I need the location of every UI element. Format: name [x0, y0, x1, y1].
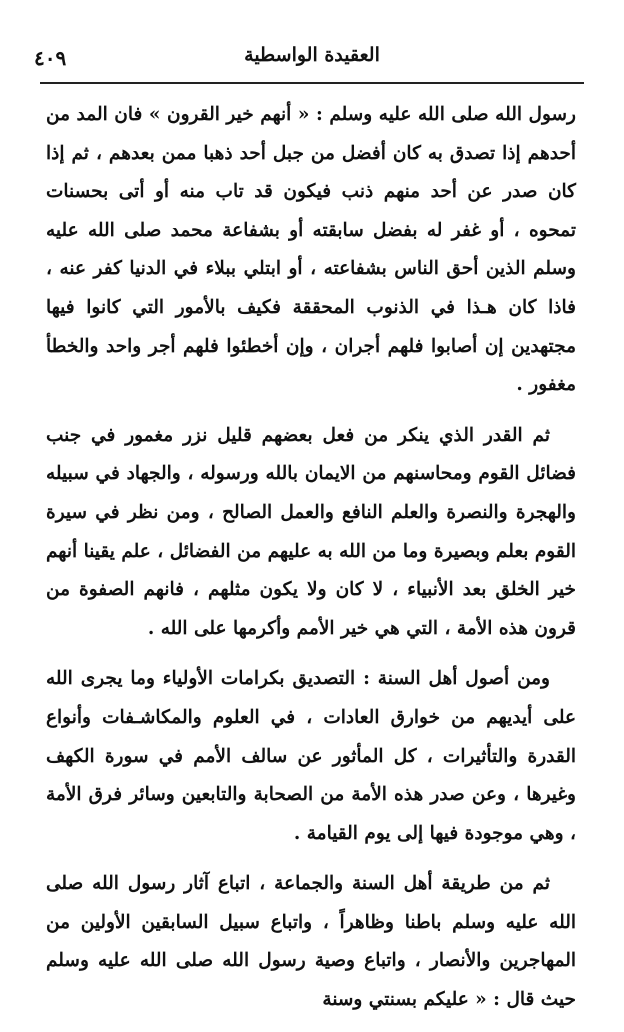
paragraph-3: ومن أصول أهل السنة : التصديق بكرامات الأولياء وما يجرى الله على أيديهم من خوارق العادات ، في العلوم والمكاشـفات وأنواع القدرة والتأثيرات ، كل المأثور عن سالف الأمم في سورة الكهف وغيرها ، وعن صدر هذه الأمة من الصحابة والتابعين وسائر فرق الأمة ، وهي موجودة فيها إلى يوم القيامة . — [46, 668, 576, 844]
page-header — [34, 36, 590, 84]
page-body — [46, 96, 576, 1032]
header-divider — [40, 82, 584, 84]
paragraph-4: ثم من طريقة أهل السنة والجماعة ، اتباع آثار رسول الله صلى الله عليه وسلم باطنا وظاهراً ، واتباع سبيل السابقين الأولين من المهاجرين والأنصار ، واتباع وصية رسول الله صلى الله عليه وسلم حيث قال : « عليكم بسنتي وسنة — [46, 873, 576, 1011]
paragraph-2: ثم القدر الذي ينكر من فعل بعضهم قليل نزر مغمور في جنب فضائل القوم ومحاسنهم من الايمان بالله ورسوله ، والجهاد في سبيله والهجرة والنصرة والعلم النافع والعمل الصالح ، ومن نظر في سيرة القوم بعلم وبصيرة وما من الله به عليهم من الفضائل ، علم يقينا أنهم خير الخلق بعد الأنبياء ، لا كان ولا يكون مثلهم ، فانهم الصفوة من قرون هذه الأمة ، التي هي خير الأمم وأكرمها على الله . — [46, 424, 576, 639]
page-number: ٤٠٩ — [34, 46, 67, 70]
running-title: العقيدة الواسطية — [244, 44, 380, 66]
paragraph-1: رسول الله صلى الله عليه وسلم : « أنهم خير القرون » فان المد من أحدهم إذا تصدق به كان أفضل من جبل أحد ذهبا ممن بعدهم ، ثم إذا كان صدر عن أحد منهم ذنب فيكون قد تاب منه أو أتى بحسنات تمحوه ، أو غفر له بفضل سابقته أو بشفاعة محمد صلى الله عليه وسلم الذين أحق الناس بشفاعته ، أو ابتلي ببلاء في الدنيا كفر عنه ، فاذا كان هـذا في الذنوب المحققة فكيف بالأمور التي كانوا فيها مجتهدين إن أصابوا فلهم أجران ، وإن أخطئوا فلهم أجر واحد والخطأ مغفور . — [46, 104, 576, 396]
